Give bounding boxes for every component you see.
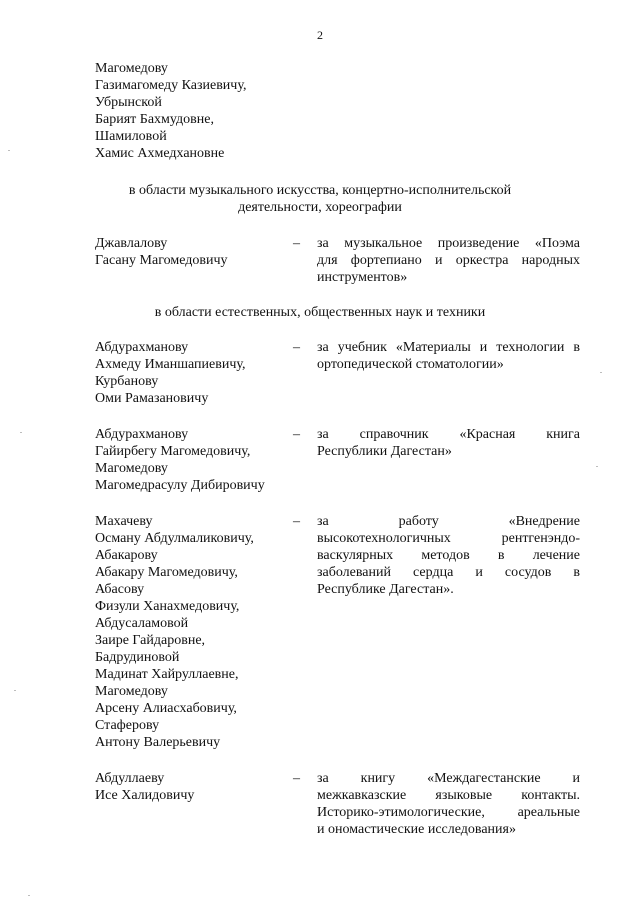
recipient-name-line: Бадрудиновой: [95, 650, 180, 665]
scan-speck: [596, 466, 598, 467]
recipient-name-line: Абдуллаеву: [95, 771, 165, 786]
recipient-name-line: Магомедову: [95, 684, 168, 699]
continued-name-line: Газимагомеду Казиевичу,: [95, 78, 247, 93]
continued-name-line: Шамиловой: [95, 129, 167, 144]
award-line: ортопедической стоматологии»: [317, 357, 504, 372]
entry-dash: –: [293, 236, 300, 251]
section-heading-science: в области естественных, общественных наук и техники: [154, 305, 486, 320]
award-line: Республики Дагестан»: [317, 444, 452, 459]
entry-dash: –: [293, 514, 300, 529]
award-line: для фортепиано и оркестра народных: [317, 253, 580, 268]
recipient-name-line: Махачеву: [95, 514, 153, 529]
continued-name-line: Магомедову: [95, 61, 168, 76]
page-number: 2: [317, 28, 323, 42]
award-description: [317, 235, 580, 286]
recipient-name-line: Абакару Магомедовичу,: [95, 565, 238, 580]
recipient-name-line: Абдусаламовой: [95, 616, 189, 631]
recipient-name-line: Исе Халидовичу: [95, 788, 195, 803]
continued-name-line: Убрынской: [95, 95, 162, 110]
award-line: за учебник «Материалы и технологии в: [317, 340, 580, 355]
award-line: Историко-этимологические, ареальные: [317, 805, 580, 820]
recipient-name-line: Стаферову: [95, 718, 160, 733]
recipient-name-line: Гасану Магомедовичу: [95, 253, 228, 268]
award-description: [317, 339, 580, 373]
scan-speck: [14, 690, 16, 691]
award-line: за музыкальное произведение «Поэма: [317, 236, 580, 251]
continued-name-line: Барият Бахмудовне,: [95, 112, 214, 127]
section-heading-music: в области музыкального искусства, концертно-исполнительской: [128, 183, 512, 198]
award-line: заболеваний сердца и сосудов в: [317, 565, 580, 580]
continued-name-line: Хамис Ахмедхановне: [95, 146, 225, 161]
scan-speck: [20, 432, 22, 433]
recipient-name-line: Физули Ханахмедовичу,: [95, 599, 240, 614]
entry-dash: –: [293, 771, 300, 786]
recipient-name-line: Джавлалову: [95, 236, 168, 251]
recipient-name-line: Оми Рамазановичу: [95, 391, 209, 406]
scan-speck: [28, 895, 30, 896]
recipient-name-line: Магомедрасулу Дибировичу: [95, 478, 265, 493]
recipient-name-line: Курбанову: [95, 374, 159, 389]
award-description: [317, 770, 580, 838]
recipient-name-line: Абдурахманову: [95, 340, 189, 355]
award-description: [317, 513, 580, 598]
award-line: за работу «Внедрение: [317, 514, 580, 529]
recipient-name-line: Абасову: [95, 582, 145, 597]
recipient-name-line: Антону Валерьевичу: [95, 735, 221, 750]
recipient-name-line: Магомедову: [95, 461, 168, 476]
award-line: за справочник «Красная книга: [317, 427, 580, 442]
award-line: и ономастические исследования»: [317, 822, 516, 837]
recipient-name-line: Арсену Алиасхабовичу,: [95, 701, 237, 716]
recipient-name-line: Мадинат Хайруллаевне,: [95, 667, 239, 682]
award-line: васкулярных методов в лечение: [317, 548, 580, 563]
recipient-name-line: Абакарову: [95, 548, 158, 563]
recipient-name-line: Гайирбегу Магомедовичу,: [95, 444, 251, 459]
entry-dash: –: [293, 427, 300, 442]
award-line: инструментов»: [317, 270, 408, 285]
award-line: межкавказские языковые контакты.: [317, 788, 580, 803]
recipient-name-line: Ахмеду Иманшапиевичу,: [95, 357, 246, 372]
award-line: Республике Дагестан».: [317, 582, 454, 597]
scan-speck: [8, 150, 10, 151]
entry-dash: –: [293, 340, 300, 355]
recipient-name-line: Заире Гайдаровне,: [95, 633, 206, 648]
award-line: высокотехнологичных рентгенэндо-: [317, 531, 580, 546]
award-line: за книгу «Междагестанские и: [317, 771, 580, 786]
recipient-name-line: Осману Абдулмаликовичу,: [95, 531, 254, 546]
scan-speck: [600, 372, 602, 373]
recipient-name-line: Абдурахманову: [95, 427, 189, 442]
section-heading-music: деятельности, хореографии: [238, 200, 402, 215]
award-description: [317, 426, 580, 460]
